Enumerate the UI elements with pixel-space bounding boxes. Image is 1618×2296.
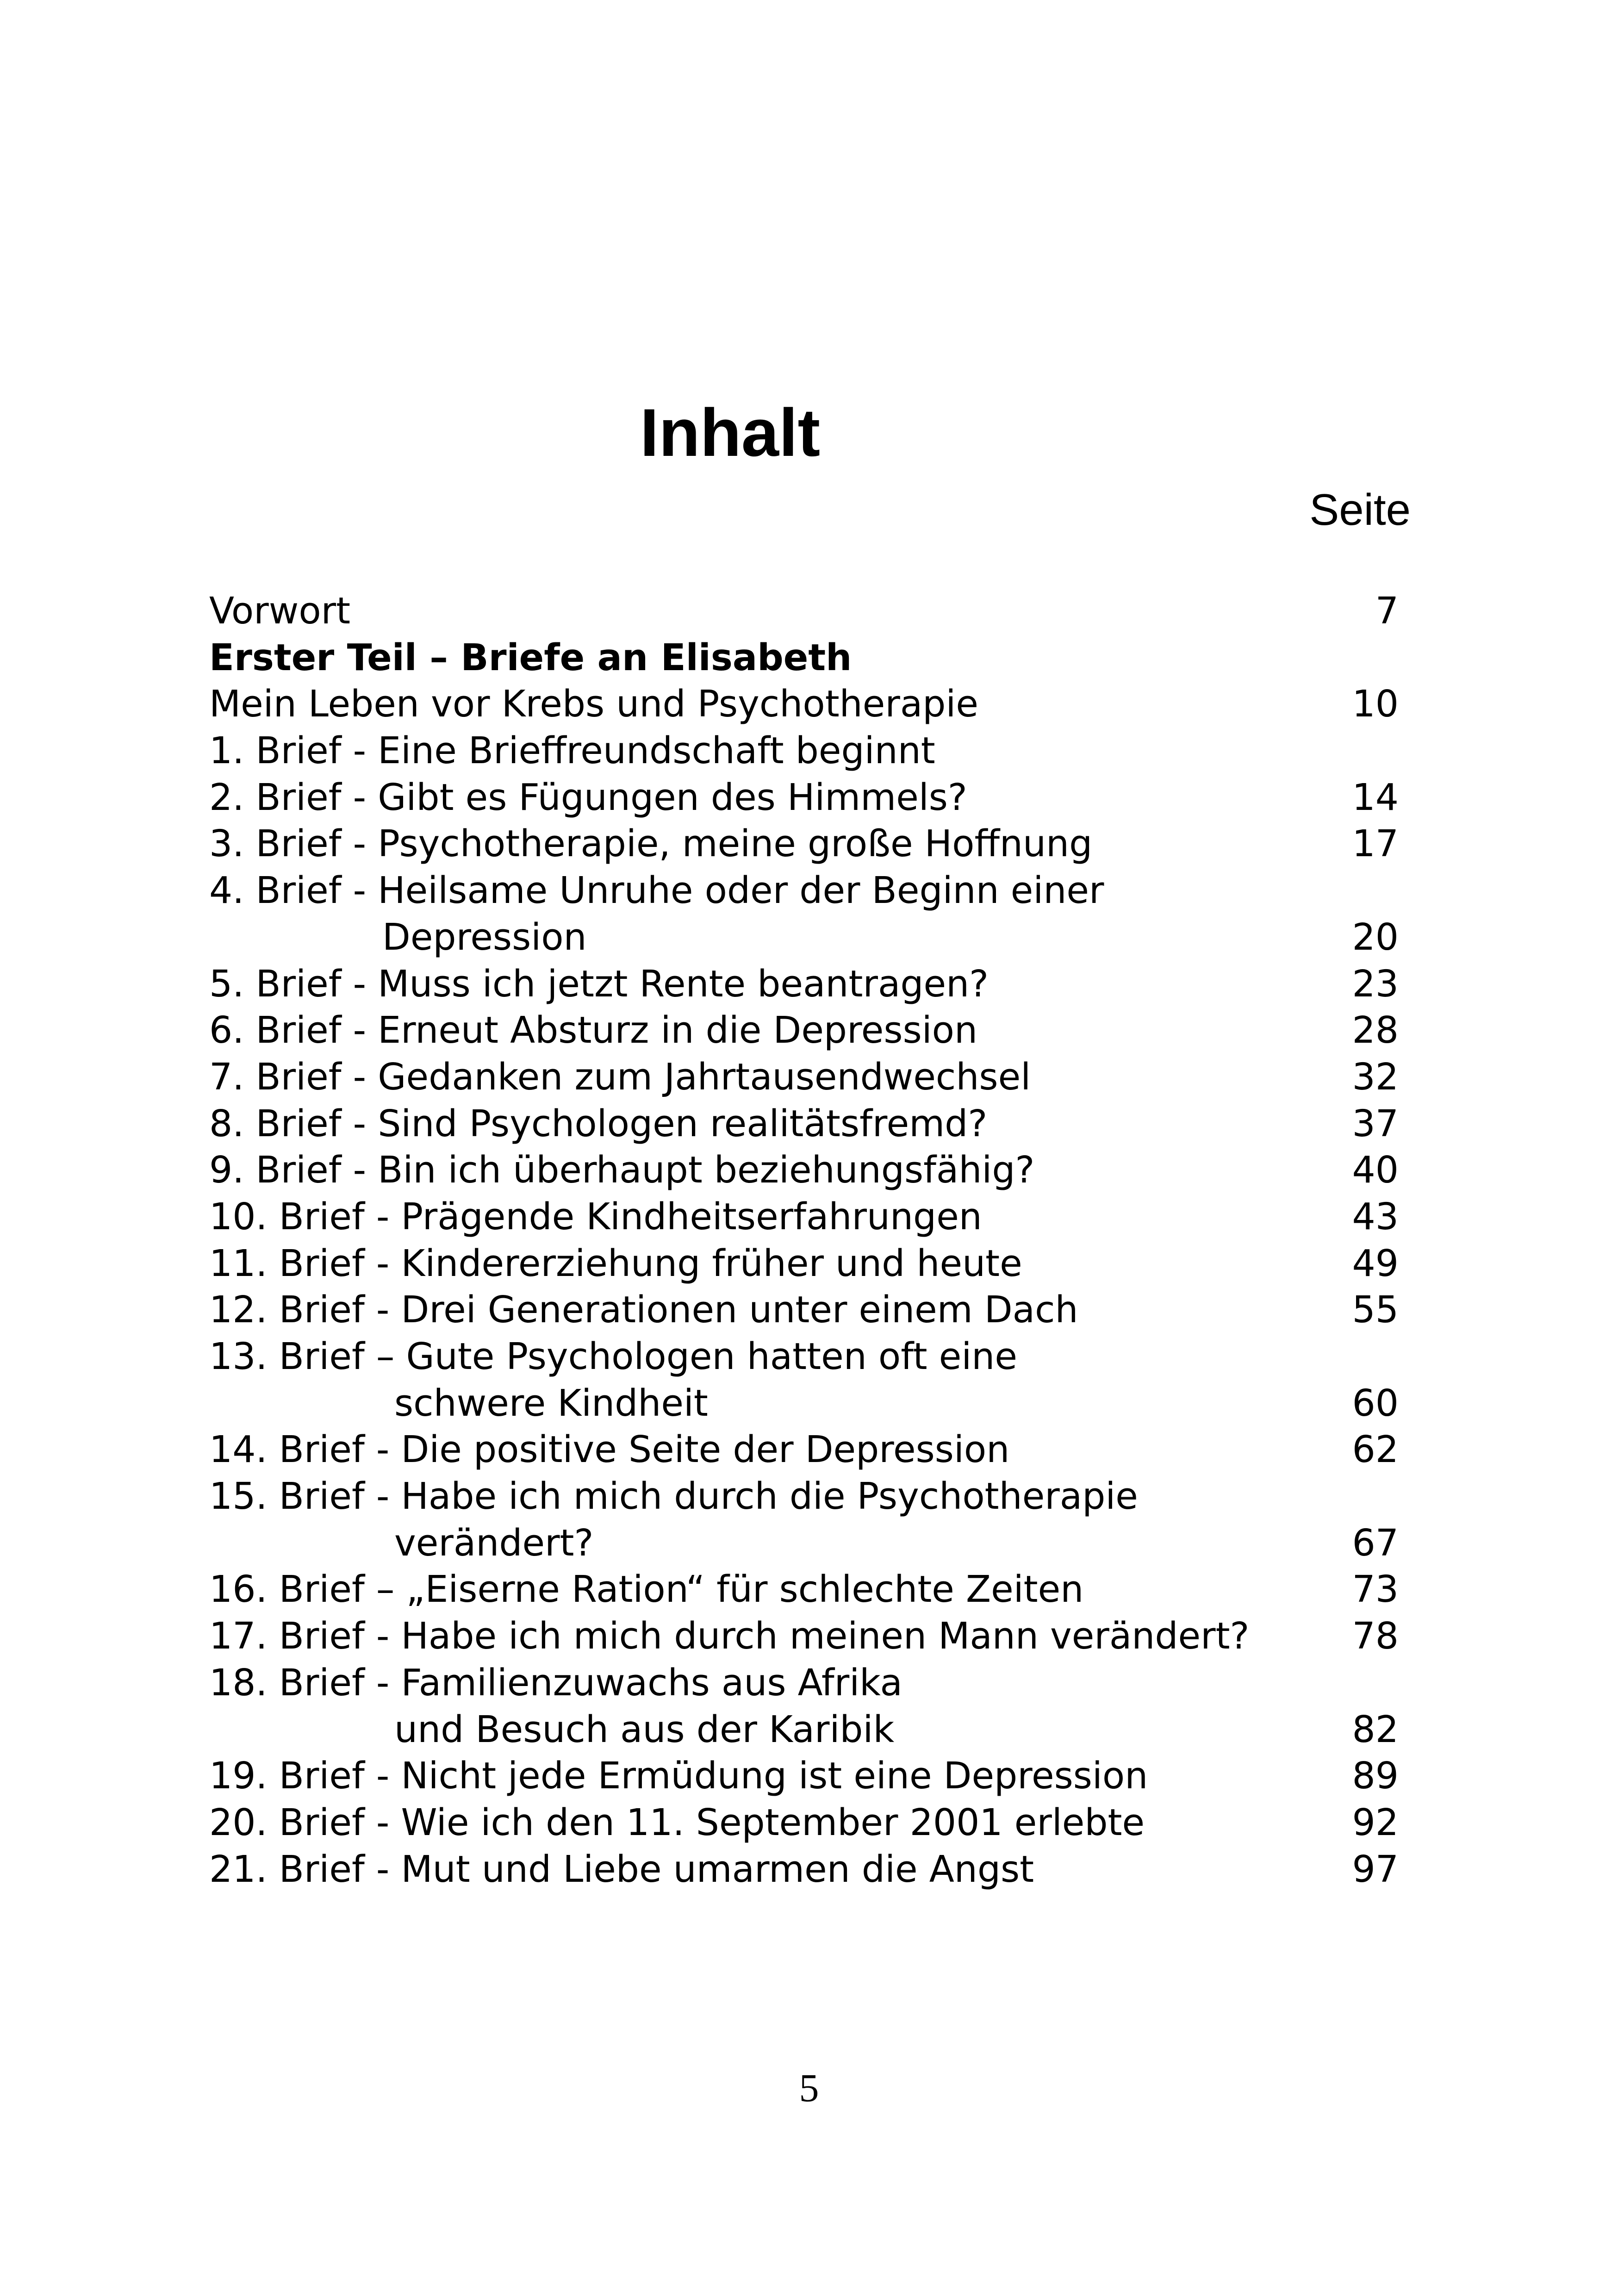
toc-entry (209, 1333, 1399, 1380)
toc-entry-title: 13. Brief – Gute Psychologen hatten oft eine (209, 1335, 1017, 1378)
toc-entry-title: Mein Leben vor Krebs und Psychotherapie (209, 683, 978, 726)
toc-entry-title: 15. Brief - Habe ich mich durch die Psychotherapie (209, 1475, 1138, 1518)
toc-entry (209, 1753, 1399, 1799)
toc-entry-title: 11. Brief - Kindererziehung früher und heute (209, 1242, 1022, 1285)
toc-entry-title: 14. Brief - Die positive Seite der Depression (209, 1428, 1010, 1471)
toc-entry-page: 67 (1352, 1521, 1399, 1564)
toc-entry-title: 4. Brief - Heilsame Unruhe oder der Beginn einer (209, 869, 1104, 912)
toc-entry-page: 23 (1352, 962, 1399, 1005)
toc-entry-title: 21. Brief - Mut und Liebe umarmen die Angst (209, 1848, 1034, 1891)
toc-entry-title: 5. Brief - Muss ich jetzt Rente beantragen? (209, 962, 989, 1005)
toc-entry-page: 37 (1352, 1102, 1399, 1145)
table-of-contents (209, 588, 1399, 1892)
toc-entry-title: verändert? (394, 1521, 594, 1564)
toc-entry-title: 19. Brief - Nicht jede Ermüdung ist eine Depression (209, 1755, 1148, 1798)
toc-entry (209, 1613, 1399, 1660)
toc-entry-page: 92 (1352, 1801, 1399, 1844)
toc-entry-title: 16. Brief – „Eiserne Ration“ für schlechte Zeiten (209, 1568, 1084, 1611)
toc-entry-page: 73 (1352, 1568, 1399, 1611)
toc-entry (209, 1799, 1399, 1846)
toc-entry-page: 55 (1352, 1288, 1399, 1332)
toc-entry-page: 49 (1352, 1242, 1399, 1285)
toc-entry (209, 1101, 1399, 1147)
toc-entry-page: 7 (1375, 590, 1399, 632)
toc-entry (209, 1426, 1399, 1473)
toc-entry-title: 20. Brief - Wie ich den 11. September 2001 erlebte (209, 1801, 1145, 1844)
toc-entry (209, 1240, 1399, 1287)
toc-entry-title: schwere Kindheit (394, 1381, 708, 1425)
page-title: Inhalt (640, 395, 821, 470)
toc-entry-title: 1. Brief - Eine Brieffreundschaft beginnt (209, 729, 935, 772)
toc-entry (209, 1846, 1399, 1893)
toc-entry-title: Depression (382, 915, 587, 958)
toc-entry-title: 3. Brief - Psychotherapie, meine große Hoffnung (209, 822, 1093, 865)
toc-entry-title: 10. Brief - Prägende Kindheitserfahrungen (209, 1195, 982, 1238)
page-number: 5 (799, 2066, 819, 2110)
toc-entry-page: 78 (1352, 1615, 1399, 1658)
toc-entry (209, 588, 1399, 635)
toc-entry-page: 97 (1352, 1848, 1399, 1891)
toc-entry (209, 1194, 1399, 1240)
toc-entry-title: 7. Brief - Gedanken zum Jahrtausendwechsel (209, 1055, 1031, 1098)
toc-entry (209, 1473, 1399, 1520)
toc-entry-continuation (209, 1706, 1399, 1753)
toc-entry-title: 2. Brief - Gibt es Fügungen des Himmels? (209, 776, 967, 819)
toc-entry-title: 8. Brief - Sind Psychologen realitätsfremd? (209, 1102, 988, 1145)
toc-entry-page: 82 (1352, 1708, 1399, 1751)
toc-entry-title: 12. Brief - Drei Generationen unter einem Dach (209, 1288, 1078, 1332)
toc-entry-title: 6. Brief - Erneut Absturz in die Depression (209, 1009, 978, 1052)
toc-entry-page: 43 (1352, 1195, 1399, 1238)
page-column-label: Seite (1309, 485, 1411, 535)
toc-section-heading (209, 635, 1399, 681)
toc-entry-page: 40 (1352, 1149, 1399, 1192)
toc-entry (209, 1660, 1399, 1706)
toc-entry (209, 1566, 1399, 1613)
toc-entry-page: 10 (1352, 683, 1399, 726)
toc-entry-title: 17. Brief - Habe ich mich durch meinen Mann verändert? (209, 1615, 1250, 1658)
toc-entry (209, 961, 1399, 1008)
toc-entry-page: 17 (1352, 822, 1399, 865)
toc-entry-continuation (209, 1520, 1399, 1567)
toc-entry (209, 728, 1399, 774)
toc-entry (209, 1054, 1399, 1101)
toc-entry-title: 9. Brief - Bin ich überhaupt beziehungsfähig? (209, 1149, 1035, 1192)
toc-entry-title: Erster Teil – Briefe an Elisabeth (209, 636, 852, 679)
toc-entry (209, 1147, 1399, 1194)
toc-entry-page: 28 (1352, 1009, 1399, 1052)
toc-entry (209, 1287, 1399, 1333)
toc-entry-page: 60 (1352, 1381, 1399, 1425)
toc-entry-page: 89 (1352, 1755, 1399, 1798)
toc-entry (209, 681, 1399, 728)
toc-entry (209, 1007, 1399, 1054)
toc-entry (209, 774, 1399, 821)
toc-entry-title: und Besuch aus der Karibik (394, 1708, 895, 1751)
toc-entry-continuation (209, 1380, 1399, 1427)
toc-entry (209, 867, 1399, 914)
toc-entry-page: 14 (1352, 776, 1399, 819)
toc-entry-page: 20 (1352, 915, 1399, 958)
toc-entry-title: 18. Brief - Familienzuwachs aus Afrika (209, 1661, 902, 1704)
toc-entry-continuation (209, 914, 1399, 961)
toc-entry-page: 62 (1352, 1428, 1399, 1471)
toc-entry (209, 821, 1399, 867)
toc-entry-page: 32 (1352, 1055, 1399, 1098)
toc-entry-title: Vorwort (209, 590, 351, 632)
